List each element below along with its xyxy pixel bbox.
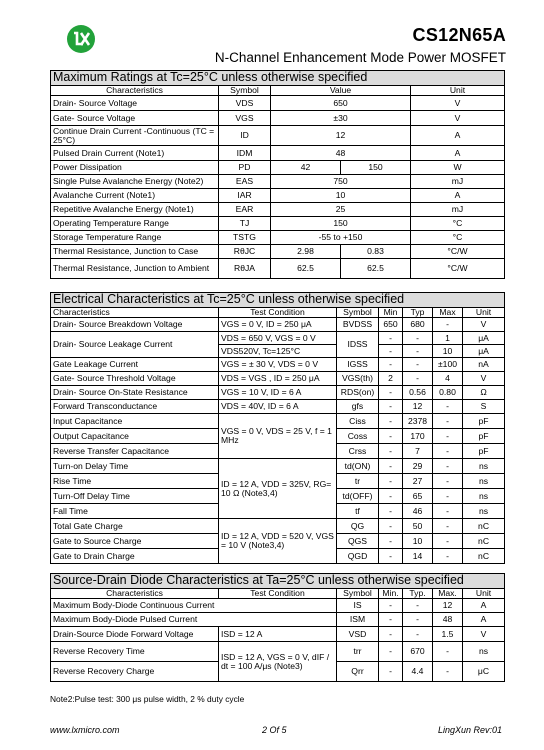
typ-cell: 12: [403, 400, 433, 414]
section-title: Source-Drain Diode Characteristics at Ta=25°C unless otherwise specified: [51, 574, 505, 589]
section-title: Electrical Characteristics at Tc=25°C unless otherwise specified: [51, 293, 505, 308]
unit-cell: nC: [463, 534, 505, 549]
condition-cell: VDS = VGS , ID = 250 μA: [219, 372, 337, 386]
characteristic-cell: Thermal Resistance, Junction to Ambient: [51, 259, 219, 279]
table-row: [51, 599, 505, 613]
unit-cell: nC: [463, 549, 505, 564]
column-header: Symbol: [219, 86, 271, 96]
unit-cell: A: [463, 599, 505, 613]
unit-cell: A: [411, 146, 505, 161]
max-cell: -: [433, 642, 463, 662]
characteristic-cell: Total Gate Charge: [51, 519, 219, 534]
max-cell: 12: [433, 599, 463, 613]
unit-cell: mJ: [411, 203, 505, 217]
column-header: Symbol: [337, 308, 379, 318]
column-header: Test Condition: [219, 589, 337, 599]
symbol-cell: QGD: [337, 549, 379, 564]
symbol-cell: IS: [337, 599, 379, 613]
min-cell: -: [379, 358, 403, 372]
min-cell: -: [379, 534, 403, 549]
symbol-cell: td(ON): [337, 459, 379, 474]
symbol-cell: BVDSS: [337, 318, 379, 332]
symbol-cell: gfs: [337, 400, 379, 414]
value-cell: 0.83: [341, 245, 411, 259]
characteristic-cell: Drain- Source Breakdown Voltage: [51, 318, 219, 332]
unit-cell: °C: [411, 231, 505, 245]
table-row: [51, 161, 505, 175]
characteristic-cell: Forward Transconductance: [51, 400, 219, 414]
section-header: [51, 71, 505, 86]
symbol-cell: EAR: [219, 203, 271, 217]
table-row: [51, 96, 505, 111]
characteristic-cell: Gate to Drain Charge: [51, 549, 219, 564]
table-row: [51, 126, 505, 146]
table-row: [51, 400, 505, 414]
condition-cell: VGS = 10 V, ID = 6 A: [219, 386, 337, 400]
table-row: [51, 386, 505, 400]
table-row: [51, 175, 505, 189]
symbol-cell: Coss: [337, 429, 379, 444]
symbol-cell: TJ: [219, 217, 271, 231]
characteristic-cell: Gate- Source Threshold Voltage: [51, 372, 219, 386]
value-cell: 62.5: [271, 259, 341, 279]
characteristic-cell: Maximum Body-Diode Pulsed Current: [51, 613, 337, 627]
max-cell: -: [433, 414, 463, 429]
condition-cell: VGS = ± 30 V, VDS = 0 V: [219, 358, 337, 372]
characteristic-cell: Drain-Source Diode Forward Voltage: [51, 627, 219, 642]
value-cell: 42: [271, 161, 341, 175]
table-row: [51, 414, 505, 429]
typ-cell: -: [403, 613, 433, 627]
column-header: Typ.: [403, 589, 433, 599]
max-cell: -: [433, 459, 463, 474]
table-row: [51, 372, 505, 386]
unit-cell: μA: [463, 345, 505, 358]
min-cell: -: [379, 662, 403, 682]
characteristic-cell: Gate to Source Charge: [51, 534, 219, 549]
min-cell: 2: [379, 372, 403, 386]
value-cell: 150: [271, 217, 411, 231]
max-cell: -: [433, 444, 463, 459]
min-cell: -: [379, 599, 403, 613]
typ-cell: -: [403, 332, 433, 345]
min-cell: -: [379, 429, 403, 444]
max-cell: -: [433, 534, 463, 549]
max-cell: -: [433, 429, 463, 444]
symbol-cell: trr: [337, 642, 379, 662]
min-cell: 650: [379, 318, 403, 332]
diode-characteristics-table: [50, 573, 505, 682]
table-header-row: [51, 86, 505, 96]
max-cell: -: [433, 489, 463, 504]
table-row: [51, 519, 505, 534]
unit-cell: ns: [463, 489, 505, 504]
condition-cell: ISD = 12 A, VGS = 0 V, dIF / dt = 100 A/μs (Note3): [219, 642, 337, 682]
symbol-cell: VDS: [219, 96, 271, 111]
table-row: [51, 642, 505, 662]
characteristic-cell: Continue Drain Current -Continuous (TC = 25°C): [51, 126, 219, 146]
characteristic-cell: Gate- Source Voltage: [51, 111, 219, 126]
symbol-cell: RDS(on): [337, 386, 379, 400]
min-cell: -: [379, 345, 403, 358]
column-header: Unit: [463, 308, 505, 318]
max-cell: 48: [433, 613, 463, 627]
characteristic-cell: Fall Time: [51, 504, 219, 519]
table-header-row: [51, 308, 505, 318]
unit-cell: pF: [463, 414, 505, 429]
symbol-cell: PD: [219, 161, 271, 175]
typ-cell: 2378: [403, 414, 433, 429]
unit-cell: nC: [463, 519, 505, 534]
company-revision: LingXun Rev:01: [437, 725, 502, 735]
symbol-cell: RθJA: [219, 259, 271, 279]
column-header: Characteristics: [51, 589, 219, 599]
table-row: [51, 217, 505, 231]
min-cell: -: [379, 504, 403, 519]
unit-cell: V: [463, 372, 505, 386]
column-header: Unit: [463, 589, 505, 599]
typ-cell: 65: [403, 489, 433, 504]
condition-cell: VDS = 40V, ID = 6 A: [219, 400, 337, 414]
typ-cell: 7: [403, 444, 433, 459]
symbol-cell: IAR: [219, 189, 271, 203]
value-cell: ±30: [271, 111, 411, 126]
value-cell: 12: [271, 126, 411, 146]
condition-cell: VDS = 650 V, VGS = 0 V: [219, 332, 337, 345]
page-number: 2 Of 5: [262, 725, 287, 735]
characteristic-cell: Drain- Source Leakage Current: [51, 332, 219, 358]
max-cell: -: [433, 549, 463, 564]
characteristic-cell: Repetitive Avalanche Energy (Note1): [51, 203, 219, 217]
table-row: [51, 358, 505, 372]
max-cell: -: [433, 519, 463, 534]
max-ratings-table: [50, 70, 505, 279]
column-header: Max.: [433, 589, 463, 599]
device-subtitle: N-Channel Enhancement Mode Power MOSFET: [214, 50, 506, 65]
unit-cell: A: [411, 189, 505, 203]
max-cell: -: [433, 318, 463, 332]
typ-cell: -: [403, 372, 433, 386]
symbol-cell: IDM: [219, 146, 271, 161]
unit-cell: nA: [463, 358, 505, 372]
symbol-cell: IDSS: [337, 332, 379, 358]
typ-cell: 27: [403, 474, 433, 489]
characteristic-cell: Rise Time: [51, 474, 219, 489]
column-header: Characteristics: [51, 86, 219, 96]
max-cell: -: [433, 474, 463, 489]
value-cell: 48: [271, 146, 411, 161]
symbol-cell: VSD: [337, 627, 379, 642]
column-header: Symbol: [337, 589, 379, 599]
typ-cell: 170: [403, 429, 433, 444]
characteristic-cell: Power Dissipation: [51, 161, 219, 175]
unit-cell: A: [411, 126, 505, 146]
unit-cell: V: [411, 111, 505, 126]
typ-cell: 46: [403, 504, 433, 519]
column-header: Typ: [403, 308, 433, 318]
characteristic-cell: Single Pulse Avalanche Energy (Note2): [51, 175, 219, 189]
characteristic-cell: Thermal Resistance, Junction to Case: [51, 245, 219, 259]
value-cell: 150: [341, 161, 411, 175]
symbol-cell: Ciss: [337, 414, 379, 429]
unit-cell: Ω: [463, 386, 505, 400]
section-header: [51, 574, 505, 589]
characteristic-cell: Turn-Off Delay Time: [51, 489, 219, 504]
min-cell: -: [379, 519, 403, 534]
min-cell: -: [379, 474, 403, 489]
min-cell: -: [379, 444, 403, 459]
symbol-cell: ID: [219, 126, 271, 146]
typ-cell: 29: [403, 459, 433, 474]
table-row: [51, 146, 505, 161]
condition-cell: ID = 12 A, VDD = 520 V, VGS = 10 V (Note3,4): [219, 519, 337, 564]
max-cell: 0.80: [433, 386, 463, 400]
typ-cell: -: [403, 358, 433, 372]
max-cell: 4: [433, 372, 463, 386]
unit-cell: A: [463, 613, 505, 627]
symbol-cell: Crss: [337, 444, 379, 459]
unit-cell: °C: [411, 217, 505, 231]
typ-cell: 4.4: [403, 662, 433, 682]
typ-cell: 0.56: [403, 386, 433, 400]
unit-cell: V: [463, 318, 505, 332]
condition-cell: VGS = 0 V, ID = 250 μA: [219, 318, 337, 332]
typ-cell: 14: [403, 549, 433, 564]
max-cell: 1.5: [433, 627, 463, 642]
condition-cell: VDS520V, Tc=125°C: [219, 345, 337, 358]
column-header: Min: [379, 308, 403, 318]
typ-cell: 680: [403, 318, 433, 332]
min-cell: -: [379, 386, 403, 400]
unit-cell: pF: [463, 429, 505, 444]
table-row: [51, 203, 505, 217]
website-link[interactable]: www.lxmicro.com: [50, 725, 120, 735]
characteristic-cell: Output Capacitance: [51, 429, 219, 444]
condition-cell: ISD = 12 A: [219, 627, 337, 642]
condition-cell: ID = 12 A, VDD = 325V, RG= 10 Ω (Note3,4): [219, 459, 337, 519]
symbol-cell: ISM: [337, 613, 379, 627]
column-header: Value: [271, 86, 411, 96]
max-cell: -: [433, 400, 463, 414]
typ-cell: 670: [403, 642, 433, 662]
section-title: Maximum Ratings at Tc=25°C unless otherwise specified: [51, 71, 505, 86]
symbol-cell: RθJC: [219, 245, 271, 259]
section-header: [51, 293, 505, 308]
unit-cell: μA: [463, 332, 505, 345]
min-cell: -: [379, 489, 403, 504]
max-cell: -: [433, 662, 463, 682]
column-header: Unit: [411, 86, 505, 96]
typ-cell: -: [403, 345, 433, 358]
value-cell: 62.5: [341, 259, 411, 279]
unit-cell: °C/W: [411, 245, 505, 259]
electrical-characteristics-table: [50, 292, 505, 564]
symbol-cell: QGS: [337, 534, 379, 549]
characteristic-cell: Drain- Source On-State Resistance: [51, 386, 219, 400]
table-row: [51, 332, 505, 345]
characteristic-cell: Input Capacitance: [51, 414, 219, 429]
table-row: [51, 459, 505, 474]
table-row: [51, 189, 505, 203]
unit-cell: ns: [463, 459, 505, 474]
symbol-cell: QG: [337, 519, 379, 534]
symbol-cell: tf: [337, 504, 379, 519]
min-cell: -: [379, 400, 403, 414]
characteristic-cell: Reverse Transfer Capacitance: [51, 444, 219, 459]
symbol-cell: VGS(th): [337, 372, 379, 386]
unit-cell: V: [463, 627, 505, 642]
characteristic-cell: Turn-on Delay Time: [51, 459, 219, 474]
symbol-cell: VGS: [219, 111, 271, 126]
typ-cell: -: [403, 599, 433, 613]
characteristic-cell: Gate Leakage Current: [51, 358, 219, 372]
min-cell: -: [379, 627, 403, 642]
unit-cell: mJ: [411, 175, 505, 189]
table-row: [51, 231, 505, 245]
symbol-cell: TSTG: [219, 231, 271, 245]
symbol-cell: Qrr: [337, 662, 379, 682]
symbol-cell: EAS: [219, 175, 271, 189]
typ-cell: -: [403, 627, 433, 642]
table-row: [51, 245, 505, 259]
characteristic-cell: Maximum Body-Diode Continuous Current: [51, 599, 337, 613]
min-cell: -: [379, 332, 403, 345]
characteristic-cell: Reverse Recovery Charge: [51, 662, 219, 682]
symbol-cell: IGSS: [337, 358, 379, 372]
max-cell: 10: [433, 345, 463, 358]
min-cell: -: [379, 642, 403, 662]
table-row: [51, 613, 505, 627]
value-cell: 750: [271, 175, 411, 189]
table-row: [51, 259, 505, 279]
typ-cell: 50: [403, 519, 433, 534]
column-header: Characteristics: [51, 308, 219, 318]
characteristic-cell: Pulsed Drain Current (Note1): [51, 146, 219, 161]
table-header-row: [51, 589, 505, 599]
min-cell: -: [379, 459, 403, 474]
unit-cell: W: [411, 161, 505, 175]
footnote: Note2:Pulse test: 300 μs pulse width, 2 % duty cycle: [50, 694, 245, 704]
column-header: Min.: [379, 589, 403, 599]
characteristic-cell: Avalanche Current (Note1): [51, 189, 219, 203]
unit-cell: °C/W: [411, 259, 505, 279]
value-cell: 10: [271, 189, 411, 203]
characteristic-cell: Operating Temperature Range: [51, 217, 219, 231]
max-cell: -: [433, 504, 463, 519]
typ-cell: 10: [403, 534, 433, 549]
table-row: [51, 318, 505, 332]
characteristic-cell: Drain- Source Voltage: [51, 96, 219, 111]
unit-cell: ns: [463, 642, 505, 662]
min-cell: -: [379, 414, 403, 429]
table-row: [51, 627, 505, 642]
symbol-cell: td(OFF): [337, 489, 379, 504]
min-cell: -: [379, 613, 403, 627]
value-cell: -55 to +150: [271, 231, 411, 245]
value-cell: 650: [271, 96, 411, 111]
unit-cell: ns: [463, 474, 505, 489]
part-number: CS12N65A: [412, 25, 506, 45]
condition-cell: VGS = 0 V, VDS = 25 V, f = 1 MHz: [219, 414, 337, 459]
characteristic-cell: Reverse Recovery Time: [51, 642, 219, 662]
unit-cell: V: [411, 96, 505, 111]
column-header: Max: [433, 308, 463, 318]
unit-cell: pF: [463, 444, 505, 459]
characteristic-cell: Storage Temperature Range: [51, 231, 219, 245]
table-row: [51, 111, 505, 126]
value-cell: 25: [271, 203, 411, 217]
max-cell: 1: [433, 332, 463, 345]
min-cell: -: [379, 549, 403, 564]
value-cell: 2.98: [271, 245, 341, 259]
unit-cell: ns: [463, 504, 505, 519]
unit-cell: μC: [463, 662, 505, 682]
symbol-cell: tr: [337, 474, 379, 489]
lingxun-logo: [66, 24, 96, 54]
column-header: Test Condition: [219, 308, 337, 318]
max-cell: ±100: [433, 358, 463, 372]
unit-cell: S: [463, 400, 505, 414]
